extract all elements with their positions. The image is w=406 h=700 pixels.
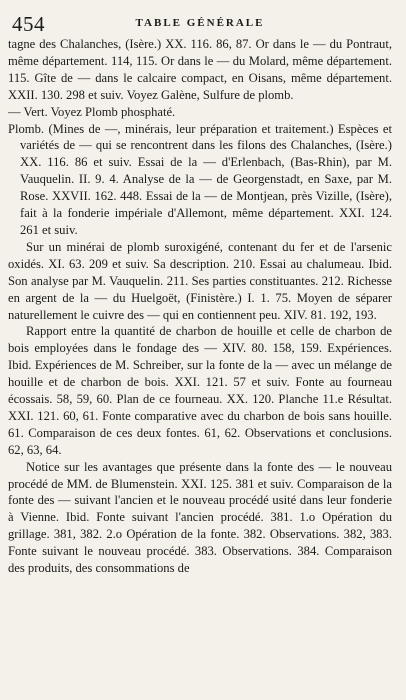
page-number: 454 [12,12,45,36]
entry-plomb-mines: Plomb. (Mines de —, minérais, leur préparation et traitement.) Espèces et variétés de — qui se rencontrent dans les filons des Chalanches, (Isère.) XX. 116. 86 et suiv. Essai de la — d'Erlenbach, (Bas-Rhin), par M. Vauquelin. II. 9. 4. Analyse de la — de Georgenstadt, en Saxe, par M. Rose. XXVII. 162. 448. Essai de la — de Montjean, près Vizille, (Isère), fait à la fonderie impériale d'Allemont, même département. XXI. 124. 261 et suiv. [8,121,392,237]
paragraph-blumenstein: Notice sur les avantages que présente dans la fonte des — le nouveau procédé de MM. de Blumenstein. XXI. 125. 381 et suiv. Comparaison de la fonte des — suivant l'ancien et le nouveau procédé usité dans leur fonderie à Vienne. Ibid. Fonte suivant l'ancien procédé. 381. 1.o Opération du grillage. 381, 382. 2.o Opération de la fonte. 382. Observations. 382, 383. Fonte suivant le nouveau procédé. 383. Observations. 384. Comparaison des produits, des consommations de [8,459,392,576]
paragraph-houille: Rapport entre la quantité de charbon de houille et celle de charbon de bois employées dans le fondage des — XIV. 80. 158, 159. Expériences. Ibid. Expériences de M. Schreiber, sur la fonte de la — avec un mélange de houille et de charbon de bois. XXI. 121. 57 et suiv. Fonte au fourneau écossais. 58, 59, 60. Plan de ce fourneau. XX. 120. Planche 11.e Résultat. XXI. 121. 60, 61. Fonte comparative avec du charbon de bois sans houille. 61. Comparaison de ces deux fontes. 61, 62. Observations et conclusions. 62, 63, 64. [8,324,392,457]
running-title: TABLE GÉNÉRALE [135,17,265,29]
paragraph-suroxigene: Sur un minérai de plomb suroxigéné, contenant du fer et de l'arsenic oxidés. XI. 63. 209 et suiv. Sa description. 210. Essai au chalumeau. Ibid. Son analyse par M. Vauquelin. 211. Ses parties constituantes. 212. Richesse en argent de la — du Huelgoët, (Finistère.) I. 1. 75. Moyen de séparer naturellement le cuivre des — qui en contiennent peu. XIV. 81. 192, 193. [8,239,392,322]
entry-plomb-gites-end: tagne des Chalanches, (Isère.) XX. 116. 86, 87. Or dans le — du Pontraut, même département. 114, 115. Or dans le — du Molard, même département. 115. Gîte de — dans le calcaire compact, en Oisans, même département. XXII. 130. 298 et suiv. Voyez Galène, Sulfure de plomb. [8,37,392,102]
index-text [8,36,392,577]
page-header [8,10,392,36]
entry-plomb-vert: — Vert. Voyez Plomb phosphaté. [8,104,176,119]
